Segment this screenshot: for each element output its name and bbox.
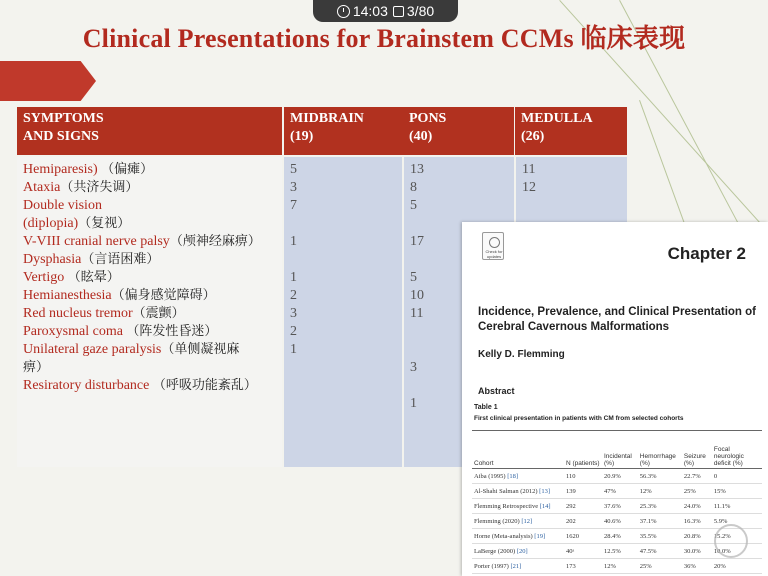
slide-counter: 3/80 xyxy=(406,3,435,19)
symptom-row: Red nucleus tremor（震颤） xyxy=(23,306,185,321)
midbrain-cell: 1 xyxy=(290,270,297,285)
midbrain-cell: 2 xyxy=(290,324,297,339)
slide-icon xyxy=(393,6,404,17)
title-ribbon-arrow xyxy=(0,61,96,101)
overlay-paper-excerpt xyxy=(462,222,768,576)
symptom-row: Double vision xyxy=(23,198,102,213)
midbrain-cell xyxy=(290,215,396,233)
symptoms-column xyxy=(17,157,282,467)
symptom-row: V-VIII cranial nerve palsy（颅神经麻痹） xyxy=(23,234,261,249)
symptom-row: Resiratory disturbance （呼吸功能紊乱） xyxy=(23,378,257,393)
header-symptoms-line2: AND SIGNS xyxy=(23,129,99,144)
midbrain-cell: 5 xyxy=(290,162,297,177)
header-medulla xyxy=(515,107,627,155)
pons-cell: 17 xyxy=(410,234,424,249)
medulla-cell: 12 xyxy=(522,180,536,195)
header-midbrain-line1: MIDBRAIN xyxy=(290,111,364,126)
header-symptoms xyxy=(17,107,282,155)
abstract-heading: Abstract xyxy=(478,386,515,395)
table-row: Flemming (2020) [12] 202 40.6% 37.1% 16.3% 5.9% xyxy=(472,514,762,529)
col-cohort: Cohort xyxy=(472,431,564,469)
pons-cell: 5 xyxy=(410,198,417,213)
pons-cell: 3 xyxy=(410,360,417,375)
midbrain-cell: 2 xyxy=(290,288,297,303)
symptom-row: Ataxia（共济失调） xyxy=(23,180,139,195)
table-caption: First clinical presentation in patients with CM from selected cohorts xyxy=(474,415,684,422)
header-midbrain xyxy=(284,107,404,155)
header-pons-line1: PONS xyxy=(409,111,447,126)
table-row: LaBerge (2000) [20] 40ᵃ 12.5% 47.5% 30.0% 10.0% xyxy=(472,544,762,559)
symptom-row: Paroxysmal coma （阵发性昏迷） xyxy=(23,324,218,339)
pons-cell: 5 xyxy=(410,270,417,285)
header-pons xyxy=(403,107,514,155)
symptom-row: Unilateral gaze paralysis（单侧凝视麻 xyxy=(23,342,240,357)
col-incidental: Incidental (%) xyxy=(602,431,638,469)
pons-cell: 10 xyxy=(410,288,424,303)
table-label: Table 1 xyxy=(474,404,498,411)
slide-title-en: Clinical Presentations for Brainstem CCMs xyxy=(82,24,574,53)
header-pons-line2: (40) xyxy=(409,129,433,144)
symptom-row: Vertigo （眩晕） xyxy=(23,270,120,285)
cohort-table-header xyxy=(472,431,762,469)
col-seizure: Seizure (%) xyxy=(682,431,712,469)
table-row: Aiba (1995) [18] 110 20.9% 56.3% 22.7% 0 xyxy=(472,469,762,484)
check-for-updates-badge: Check for updates xyxy=(482,232,504,260)
symptom-row: (diplopia)（复视） xyxy=(23,216,131,231)
header-symptoms-line1: SYMPTOMS xyxy=(23,111,104,126)
symptom-row: 痹） xyxy=(23,360,50,375)
chapter-heading: Chapter 2 xyxy=(667,244,746,263)
midbrain-cell: 7 xyxy=(290,198,297,213)
paper-title: Incidence, Prevalence, and Clinical Presentation of Cerebral Cavernous Malformations xyxy=(478,306,757,333)
midbrain-cell: 3 xyxy=(290,180,297,195)
col-focal: Focal neurologic deficit (%) xyxy=(712,431,762,469)
pons-cell: 1 xyxy=(410,396,417,411)
header-medulla-line1: MEDULLA xyxy=(521,111,593,126)
header-midbrain-line2: (19) xyxy=(290,129,314,144)
medulla-cell: 11 xyxy=(522,162,536,177)
table-row: Porter (1997) [21] 173 12% 25% 36% 20% xyxy=(472,559,762,574)
col-hemorrhage: Hemorrhage (%) xyxy=(638,431,682,469)
header-medulla-line2: (26) xyxy=(521,129,545,144)
pons-cell: 13 xyxy=(410,162,424,177)
slide-title-zh: 临床表现 xyxy=(580,24,686,54)
clock-icon xyxy=(337,5,350,18)
midbrain-cell xyxy=(290,251,396,269)
paper-author: Kelly D. Flemming xyxy=(478,349,565,360)
midbrain-column xyxy=(284,157,402,467)
table-row: Al-Shahi Salman (2012) [13] 139 47% 12% 25% 15% xyxy=(472,484,762,499)
midbrain-cell: 1 xyxy=(290,234,297,249)
pons-cell: 11 xyxy=(410,306,424,321)
watermark-seal xyxy=(714,524,748,558)
table-row: Flemming Retrospective [14] 292 37.6% 25.3% 24.0% 11.1% xyxy=(472,499,762,514)
midbrain-cell: 1 xyxy=(290,342,297,357)
pons-cell: 8 xyxy=(410,180,417,195)
col-n: N (patients) xyxy=(564,431,602,469)
midbrain-cell: 3 xyxy=(290,306,297,321)
symptom-row: Dysphasia（言语困难） xyxy=(23,252,160,267)
symptom-row: Hemianesthesia（偏身感觉障碍） xyxy=(23,288,216,303)
slide-title xyxy=(0,18,768,55)
current-time: 14:03 xyxy=(352,3,388,19)
symptom-row: Hemiparesis) （偏瘫） xyxy=(23,162,154,177)
table-row: Horne (Meta-analysis) [19] 1620 28.4% 35.5% 20.8% 15.2% xyxy=(472,529,762,544)
